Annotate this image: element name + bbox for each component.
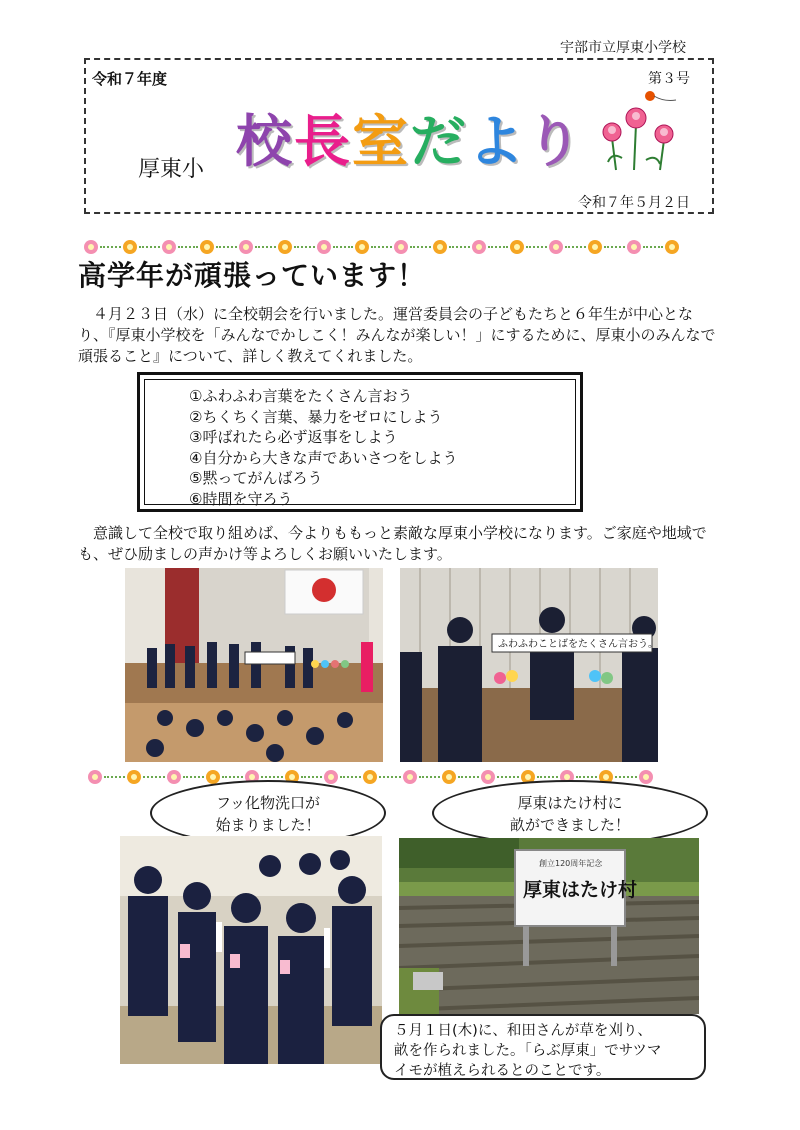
garland-dots: [565, 246, 586, 251]
bubble-line: 畝ができました！: [509, 816, 630, 834]
garland-flower-icon: [355, 240, 369, 254]
field-sign-subtitle: 創立120周年記念: [539, 859, 603, 868]
goal-item: ③呼ばれたら必ず返事をしよう: [189, 428, 398, 446]
garland-flower-icon: [627, 240, 641, 254]
title-char: り: [526, 110, 584, 175]
garland-flower-icon: [510, 240, 524, 254]
garland-flower-icon: [394, 240, 408, 254]
garland-dots: [178, 246, 199, 251]
garland-dots: [216, 246, 237, 251]
field-photo: [399, 838, 699, 1014]
issue-number: 第３号: [648, 71, 690, 87]
garland-flower-icon: [403, 770, 417, 784]
garland-dots: [604, 246, 625, 251]
article-heading: 高学年が頑張っています！: [78, 259, 427, 292]
garland-flower-icon: [665, 240, 679, 254]
garland-dots: [294, 246, 315, 251]
clover-flowers-illustration: [594, 88, 694, 174]
garland-dots: [643, 246, 664, 251]
newsletter-title: [236, 98, 584, 178]
goals-list: [189, 386, 457, 509]
garland-flower-icon: [88, 770, 102, 784]
title-char: 室: [352, 110, 410, 175]
goal-item: ④自分から大きな声であいさつをしよう: [189, 448, 458, 467]
bubble-line: フッ化物洗口が: [216, 794, 320, 812]
caption-line: イモが植えられるとのことです。: [394, 1063, 611, 1079]
goal-item: ①ふわふわ言葉をたくさん言おう: [189, 387, 413, 405]
title-char: 長: [294, 110, 352, 175]
article-closing: 意識して全校で取り組めば、今よりももっと素敵な厚東小学校になります。ご家庭や地域でも、ぜひ励ましの声かけ等よろしくお願いいたします。: [78, 524, 707, 563]
garland-flower-icon: [239, 240, 253, 254]
issue-date: 令和７年５月２日: [578, 195, 690, 211]
bubble-line: 始まりました！: [215, 816, 321, 834]
assembly-photo-banner: [400, 568, 658, 762]
garland-flower-icon: [84, 240, 98, 254]
goal-item: ②ちくちく言葉、暴力をゼロにしよう: [189, 407, 443, 426]
title-char: よ: [468, 110, 526, 175]
garland-flower-icon: [123, 240, 137, 254]
garland-dots: [488, 246, 509, 251]
garland-dots: [449, 246, 470, 251]
garland-dots: [410, 246, 431, 251]
bubble-line: 厚東はたけ村に: [517, 794, 623, 812]
caption-line: ５月１日(木)に、和田さんが草を刈り、: [394, 1023, 652, 1039]
garland-flower-icon: [433, 240, 447, 254]
garland-flower-icon: [588, 240, 602, 254]
fluoride-rinse-photo: [120, 836, 382, 1064]
school-name: 宇部市立厚東小学校: [560, 40, 686, 56]
assembly-photo-gym: [125, 568, 383, 762]
garland-flower-icon: [127, 770, 141, 784]
goal-item: ⑤黙ってがんばろう: [189, 469, 323, 487]
field-sign-text: 厚東はたけ村: [523, 879, 638, 901]
title-char: 校: [236, 110, 294, 175]
garland-dots: [255, 246, 276, 251]
banner-text: ふわふわことばをたくさん言おう。: [498, 639, 658, 650]
garland-flower-icon: [278, 240, 292, 254]
garland-flower-icon: [549, 240, 563, 254]
title-char: だ: [410, 110, 468, 175]
garland-flower-icon: [200, 240, 214, 254]
garland-flower-icon: [162, 240, 176, 254]
garland-dots: [333, 246, 354, 251]
garland-flower-icon: [472, 240, 486, 254]
garland-dots: [371, 246, 392, 251]
goal-item: ⑥時間を守ろう: [189, 489, 293, 508]
fiscal-year: 令和７年度: [92, 70, 168, 88]
garland-flower-icon: [317, 240, 331, 254]
garland-dots: [526, 246, 547, 251]
article-intro: ４月２３日（水）に全校朝会を行いました。運営委員会の子どもたちと６年生が中心となり、『厚東小学校を「みんなでかしこく！みんなが楽しい！」にするために、厚東小のみんなで頑張ること』について、詳しく教えてくれました。: [78, 305, 716, 365]
garland-dots: [100, 246, 121, 251]
thought-bubble-field: [432, 780, 708, 846]
garland-dots: [139, 246, 160, 251]
school-short-name: 厚東小: [138, 157, 205, 182]
caption-line: 畝を作られました。「らぶ厚東」でサツマ: [394, 1043, 662, 1059]
field-caption: [380, 1014, 706, 1080]
garland-dots: [104, 776, 125, 781]
goals-box: [137, 372, 583, 512]
